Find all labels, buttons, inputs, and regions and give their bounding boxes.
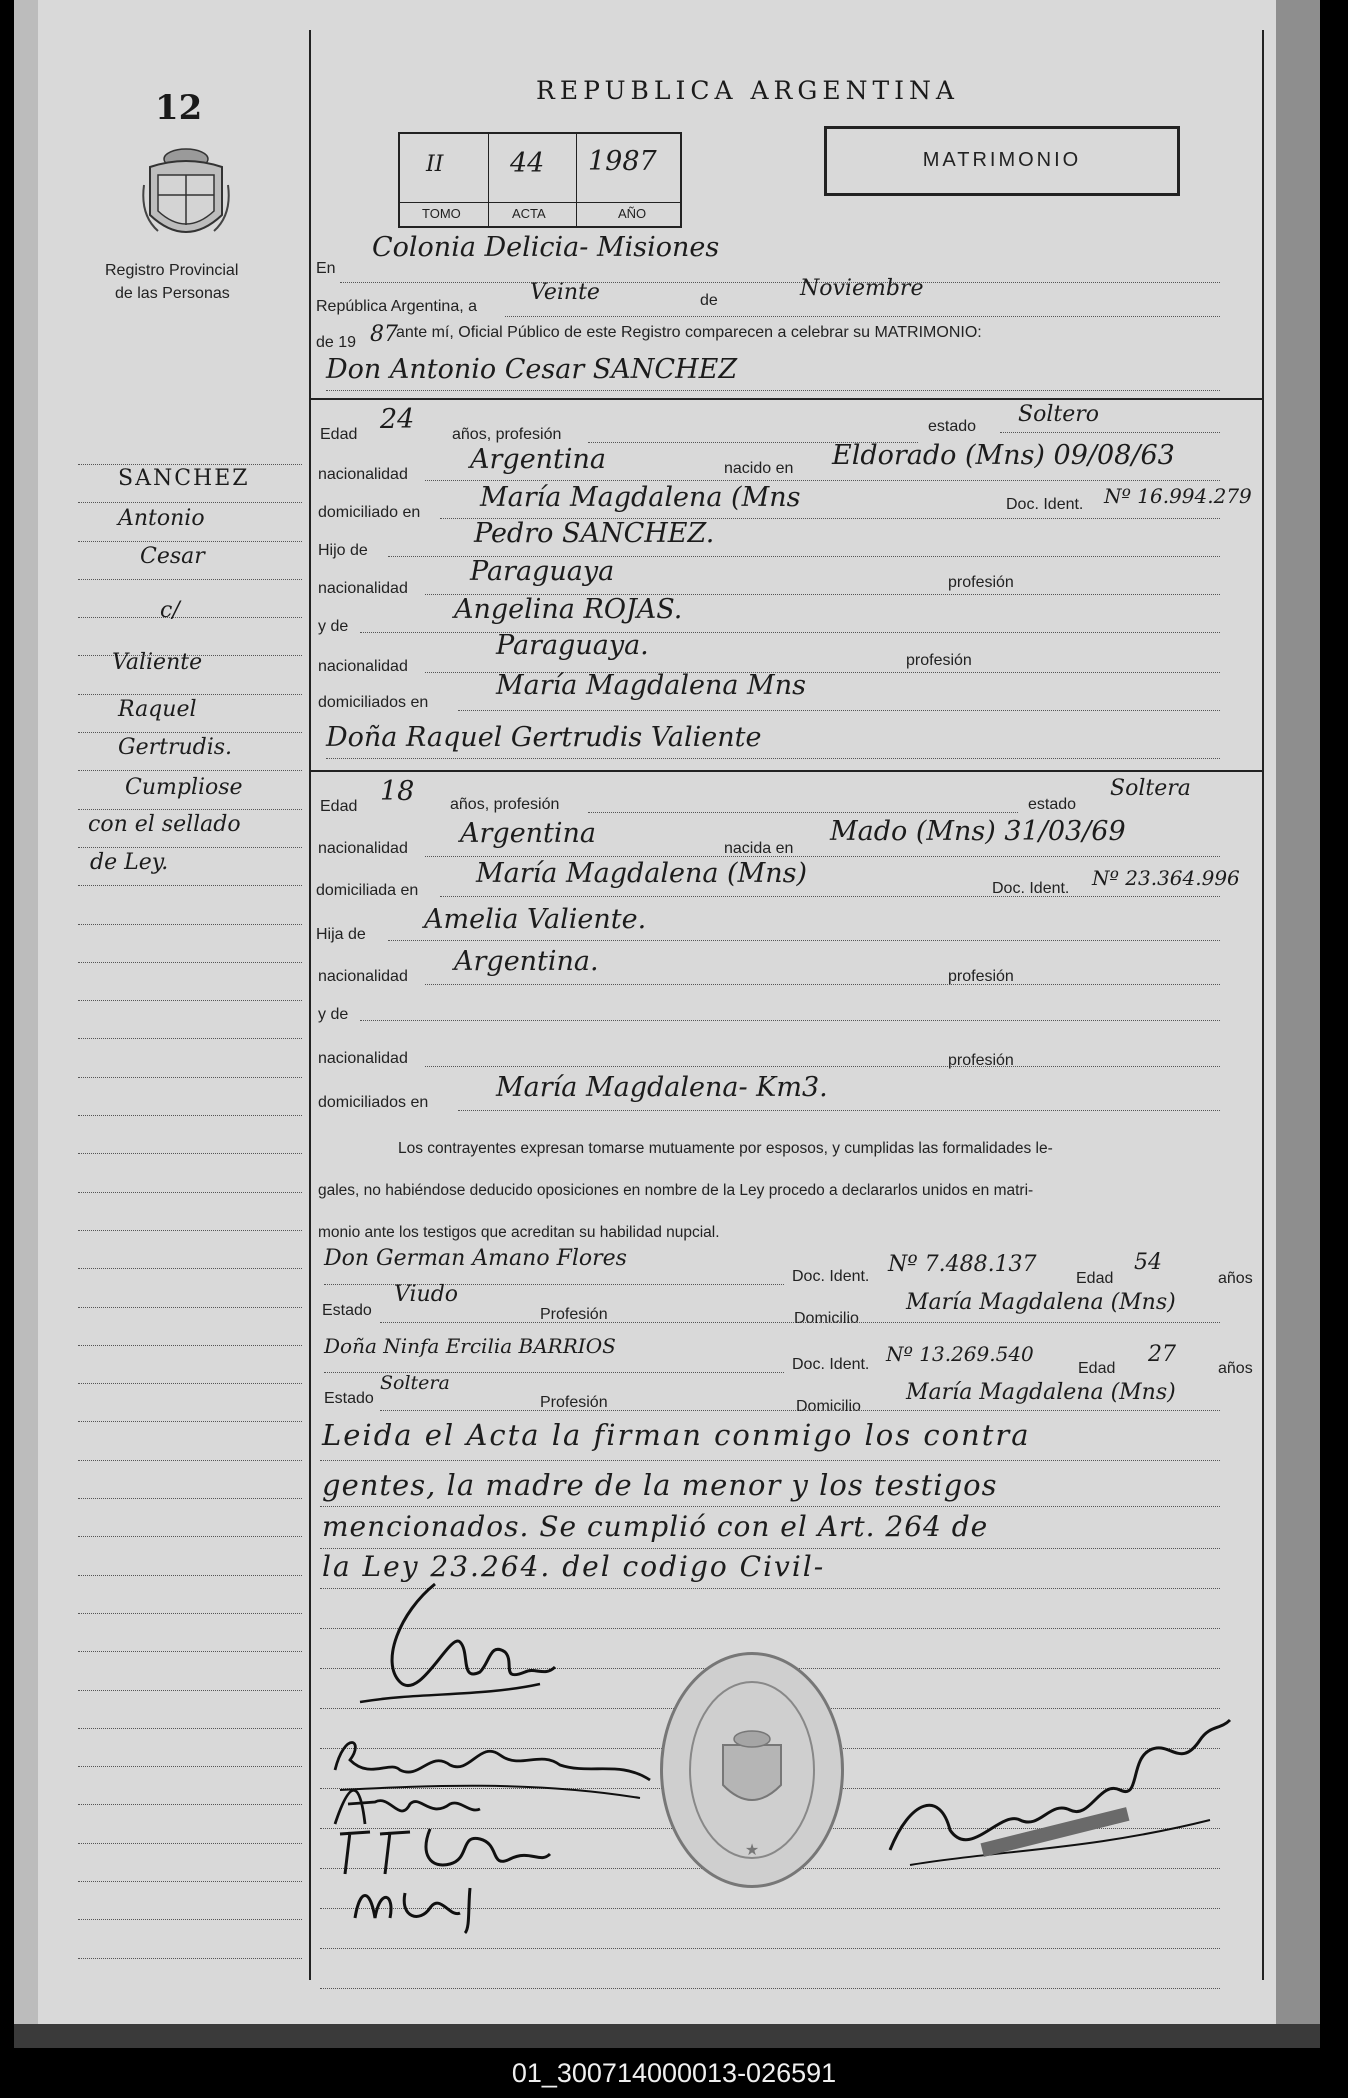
year-value: 87 <box>370 322 398 347</box>
margin-surname: SANCHEZ <box>118 466 250 491</box>
witness1-doc-label: Doc. Ident. <box>792 1268 870 1285</box>
margin-rule <box>78 1536 302 1537</box>
witness2-edad-value: 27 <box>1148 1342 1176 1367</box>
bride-estado-label: estado <box>1028 796 1077 813</box>
mother-name: Angelina ROJAS. <box>454 594 683 625</box>
image-id-footer: 01_300714000013-026591 <box>511 2058 837 2088</box>
witness2-name: Doña Ninfa Ercilia BARRIOS <box>324 1334 616 1358</box>
father-nac-value: Paraguaya <box>470 556 615 587</box>
bride-section-top <box>310 770 1263 772</box>
groom-doc-label: Doc. Ident. <box>1006 496 1084 513</box>
bride-name: Doña Raquel Gertrudis Valiente <box>326 722 762 753</box>
margin-rule <box>78 847 302 848</box>
groom-doc-value: Nº 16.994.279 <box>1104 484 1252 508</box>
groom-yde-label: y de <box>318 618 349 635</box>
witness2-anos-label: años <box>1218 1360 1253 1377</box>
page-right-edge <box>1276 0 1320 2048</box>
margin-bride-first: Raquel <box>118 697 197 722</box>
witness2-estado-label: Estado <box>324 1390 374 1407</box>
de-label: de <box>700 292 718 309</box>
signature-rule <box>320 1988 1220 1989</box>
margin-rule <box>78 1766 302 1767</box>
witness1-estado-label: Estado <box>322 1302 372 1319</box>
coat-of-arms-icon <box>140 145 232 250</box>
signature-rule <box>320 1948 1220 1949</box>
margin-rule <box>78 1843 302 1844</box>
margin-bride-surname: Valiente <box>112 650 203 675</box>
bride-doc-label: Doc. Ident. <box>992 880 1070 897</box>
margin-rule <box>78 1613 302 1614</box>
groom-estado-value: Soltero <box>1018 402 1099 427</box>
tomo-label: TOMO <box>422 206 461 221</box>
mother-nac-value: Paraguaya. <box>496 630 649 661</box>
witness1-prof-label: Profesión <box>540 1306 608 1323</box>
bride-dom-value: María Magdalena (Mns) <box>476 858 808 889</box>
bride-nac-value: Argentina <box>460 818 597 849</box>
notes-line1: Leida el Acta la firman conmigo los contra <box>322 1418 1031 1452</box>
column-divider <box>309 30 311 1980</box>
bride-nacida-label: nacida en <box>724 840 794 857</box>
margin-rule <box>78 464 302 465</box>
margin-first-name: Antonio <box>118 506 205 531</box>
margin-rule <box>78 1383 302 1384</box>
witness2-doc-value: Nº 13.269.540 <box>886 1342 1034 1366</box>
parents-dom-label: domiciliados en <box>318 694 429 711</box>
witness1-estado-value: Viudo <box>394 1282 459 1307</box>
witness1-anos-label: años <box>1218 1270 1253 1287</box>
year-prefix: de 19 <box>316 334 357 351</box>
country-heading: REPUBLICA ARGENTINA <box>536 76 959 105</box>
margin-rule <box>78 1421 302 1422</box>
groom-dom-value: María Magdalena (Mns <box>480 482 801 513</box>
acta-label: ACTA <box>512 206 546 221</box>
margin-note-1: Cumpliose <box>125 775 243 800</box>
witness1-name: Don German Amano Flores <box>324 1246 627 1271</box>
official-seal <box>660 1652 844 1888</box>
bride-hija-label: Hija de <box>316 926 366 943</box>
bride-profesion-label: años, profesión <box>450 796 560 813</box>
groom-name: Don Antonio Cesar SANCHEZ <box>326 354 738 385</box>
witness1-dom-value: María Magdalena (Mns) <box>906 1290 1176 1315</box>
document-type-box <box>824 126 1180 196</box>
margin-rule <box>78 1153 302 1154</box>
witness2-signature <box>350 1878 510 1943</box>
bride-prof2-label: profesión <box>948 1052 1014 1069</box>
declaration-line3: monio ante los testigos que acreditan su habilidad nupcial. <box>318 1224 720 1241</box>
margin-rule <box>78 1038 302 1039</box>
place-value: Colonia Delicia- Misiones <box>372 232 720 263</box>
en-label: En <box>316 260 336 277</box>
bride-nac-label: nacionalidad <box>318 840 408 857</box>
registry-name-line2: de las Personas <box>115 285 230 302</box>
margin-rule <box>78 924 302 925</box>
margin-rule <box>78 579 302 580</box>
margin-rule <box>78 732 302 733</box>
margin-rule <box>78 1919 302 1920</box>
mother-nac-label: nacionalidad <box>318 658 408 675</box>
margin-rule <box>78 541 302 542</box>
father-prof-label: profesión <box>948 574 1014 591</box>
margin-rule <box>78 1192 302 1193</box>
margin-bride-middle: Gertrudis. <box>118 735 233 760</box>
margin-rule <box>78 1230 302 1231</box>
groom-estado-label: estado <box>928 418 977 435</box>
acta-value: 44 <box>510 148 545 179</box>
margin-with: c/ <box>160 598 180 623</box>
margin-rule <box>78 617 302 618</box>
father-nac-label: nacionalidad <box>318 580 408 597</box>
margin-rule <box>78 502 302 503</box>
margin-rule <box>78 1307 302 1308</box>
bride-nac2-label: nacionalidad <box>318 1050 408 1067</box>
margin-rule <box>78 962 302 963</box>
record-number-box <box>398 132 682 228</box>
official-signature <box>880 1700 1240 1905</box>
groom-nac-label: nacionalidad <box>318 466 408 483</box>
witness1-doc-value: Nº 7.488.137 <box>888 1252 1037 1277</box>
day-value: Veinte <box>530 280 600 305</box>
margin-note-2: con el sellado <box>88 812 241 837</box>
margin-rule <box>78 1268 302 1269</box>
page-number: 12 <box>155 88 203 128</box>
page-binding-edge <box>14 0 38 2048</box>
margin-note-3: de Ley. <box>90 850 169 875</box>
witness2-dom-value: María Magdalena (Mns) <box>906 1380 1176 1405</box>
witness1-dom-label: Domicilio <box>794 1310 859 1327</box>
bride-nacida-value: Mado (Mns) 31/03/69 <box>830 816 1126 847</box>
svg-text:★: ★ <box>744 1840 760 1859</box>
groom-section-top <box>310 398 1263 400</box>
witness2-estado-value: Soltera <box>380 1372 450 1394</box>
right-border <box>1262 30 1264 1980</box>
bride-mother-nac-label: nacionalidad <box>318 968 408 985</box>
margin-rule <box>78 1690 302 1691</box>
tomo-value: II <box>426 152 444 177</box>
margin-rule <box>78 694 302 695</box>
bride-dom-label: domiciliada en <box>316 882 419 899</box>
groom-nac-value: Argentina <box>470 444 607 475</box>
margin-rule <box>78 1077 302 1078</box>
margin-rule <box>78 1460 302 1461</box>
witness2-dom-label: Domicilio <box>796 1398 861 1415</box>
notes-line3: mencionados. Se cumplió con el Art. 264 de <box>322 1510 989 1543</box>
ano-value: 1987 <box>588 146 657 177</box>
groom-hijo-label: Hijo de <box>318 542 368 559</box>
bride-mother-nac-value: Argentina. <box>454 946 599 977</box>
bride-mother-prof-label: profesión <box>948 968 1014 985</box>
bride-edad-value: 18 <box>380 776 415 807</box>
republica-label: República Argentina, a <box>316 298 477 315</box>
groom-dom-label: domiciliado en <box>318 504 421 521</box>
margin-rule <box>78 1651 302 1652</box>
margin-rule <box>78 1958 302 1959</box>
declaration-line1: Los contrayentes expresan tomarse mutuamente por esposos, y cumplidas las formalidades le- <box>398 1140 1053 1157</box>
witness1-edad-value: 54 <box>1134 1250 1162 1275</box>
groom-nacido-value: Eldorado (Mns) 09/08/63 <box>832 440 1175 471</box>
groom-edad-value: 24 <box>380 404 415 435</box>
margin-rule <box>78 1575 302 1576</box>
bride-estado-value: Soltera <box>1110 776 1191 801</box>
parents-dom-value: María Magdalena Mns <box>496 670 806 701</box>
margin-rule <box>78 1498 302 1499</box>
month-value: Noviembre <box>800 276 924 301</box>
bride-doc-value: Nº 23.364.996 <box>1092 866 1240 890</box>
margin-rule <box>78 770 302 771</box>
margin-rule <box>78 1345 302 1346</box>
notes-line2: gentes, la madre de la menor y los testigos <box>322 1468 998 1502</box>
groom-profesion-label: años, profesión <box>452 426 562 443</box>
bride-edad-label: Edad <box>320 798 358 815</box>
margin-rule <box>78 1115 302 1116</box>
appear-text: ante mí, Oficial Público de este Registro comparecen a celebrar su MATRIMONIO: <box>396 324 982 341</box>
groom-signature <box>340 1572 570 1727</box>
margin-rule <box>78 1000 302 1001</box>
margin-rule <box>78 1728 302 1729</box>
groom-edad-label: Edad <box>320 426 358 443</box>
mother-prof-label: profesión <box>906 652 972 669</box>
witness1-edad-label: Edad <box>1076 1270 1114 1287</box>
notes-line4: la Ley 23.264. del codigo Civil- <box>322 1550 826 1583</box>
witness2-edad-label: Edad <box>1078 1360 1116 1377</box>
margin-middle-name: Cesar <box>140 544 205 569</box>
bride-dom2-label: domiciliados en <box>318 1094 429 1111</box>
father-name: Pedro SANCHEZ. <box>474 518 715 549</box>
ano-label: AÑO <box>618 206 647 221</box>
margin-rule <box>78 1881 302 1882</box>
witness2-prof-label: Profesión <box>540 1394 608 1411</box>
bride-dom2-value: María Magdalena- Km3. <box>496 1072 828 1103</box>
bride-mother-name: Amelia Valiente. <box>424 904 647 935</box>
margin-rule <box>78 809 302 810</box>
page-bottom-edge <box>14 2024 1320 2048</box>
margin-rule <box>78 885 302 886</box>
witness2-doc-label: Doc. Ident. <box>792 1356 870 1373</box>
bride-yde-label: y de <box>318 1006 349 1023</box>
groom-nacido-label: nacido en <box>724 460 794 477</box>
margin-rule <box>78 1804 302 1805</box>
document-type: MATRIMONIO <box>922 149 1082 171</box>
registry-name-line1: Registro Provincial <box>105 262 239 279</box>
declaration-line2: gales, no habiéndose deducido oposiciones en nombre de la Ley procedo a declararlos unidos en matri- <box>318 1182 1034 1199</box>
